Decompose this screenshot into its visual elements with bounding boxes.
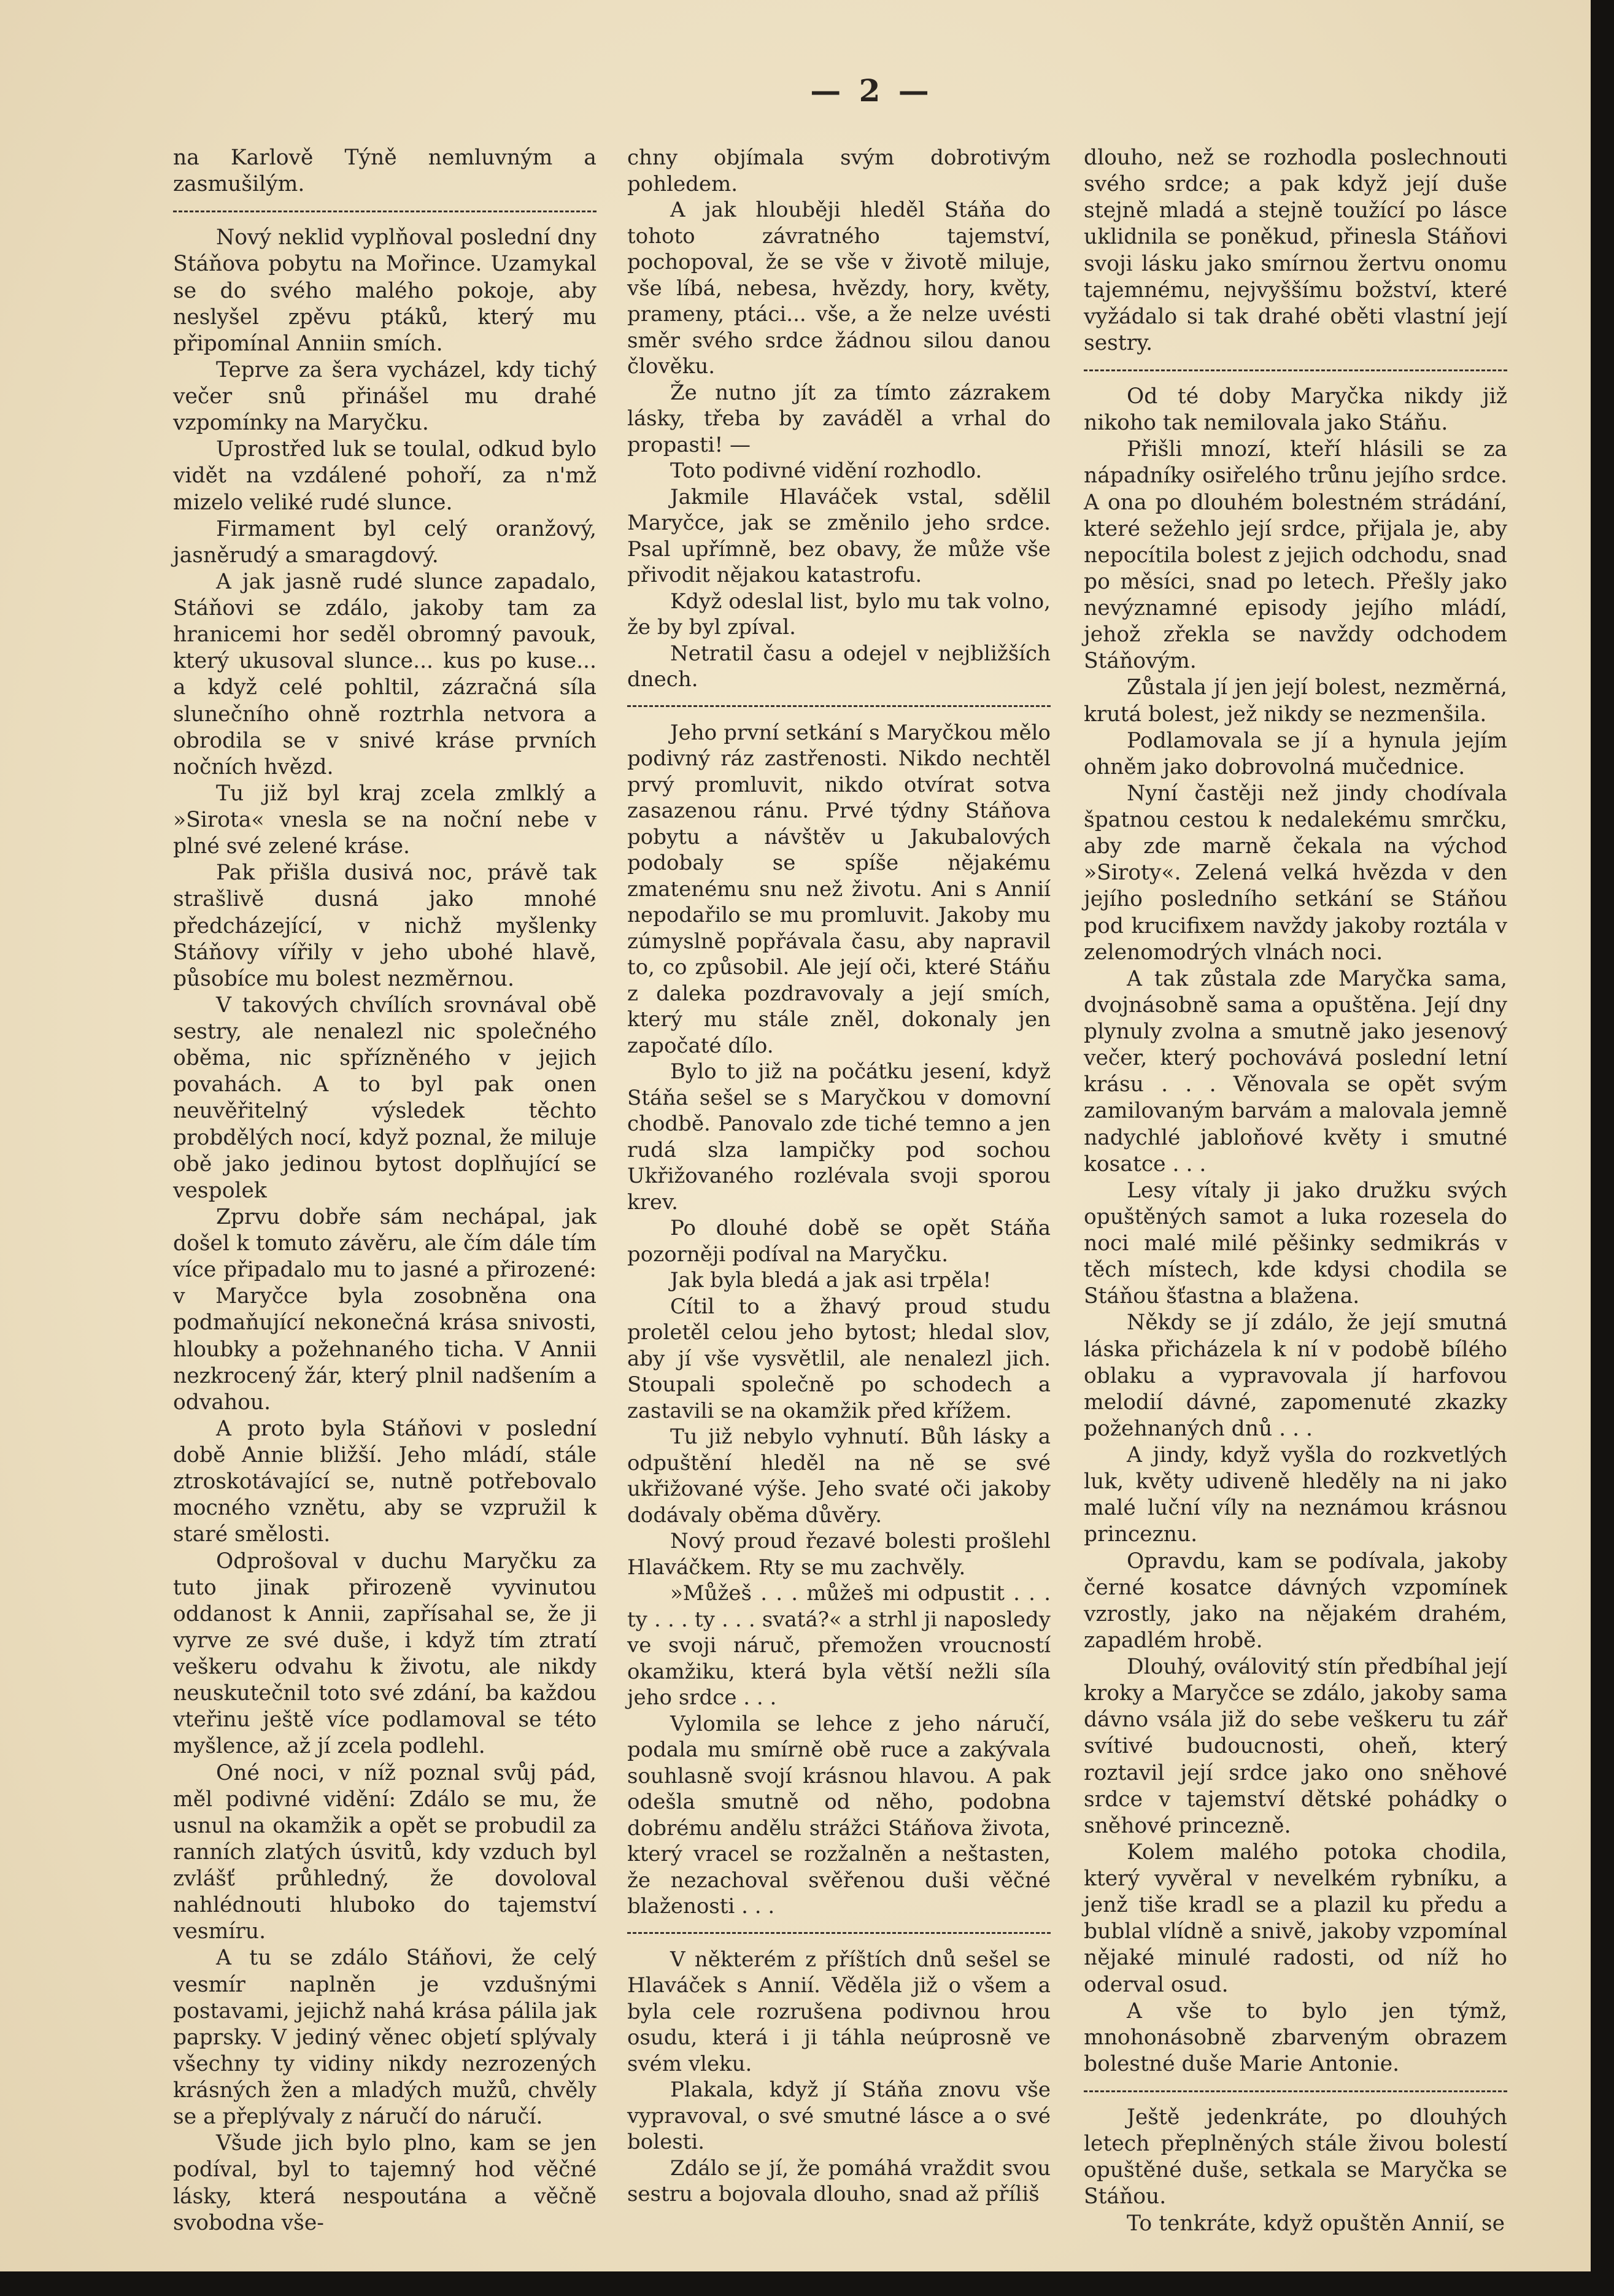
text-column-3 <box>1084 145 1507 2237</box>
section-separator <box>173 198 597 225</box>
section-separator <box>1084 357 1507 384</box>
scan-edge-bottom <box>0 2271 1614 2296</box>
text-column-2 <box>627 145 1051 2208</box>
paragraph: Toto podivné vidění rozhodlo. <box>670 458 983 483</box>
paragraph: na Karlově Týně nemluvným a zasmušilým. <box>173 145 597 197</box>
paragraph: A proto byla Stáňovi v poslední době Annie bližší. Jeho mládí, stále ztroskotávající se, nutně potřebovalo mocného vznětu, aby se vzpružil k staré smělosti. <box>173 1416 597 1547</box>
paragraph: Bylo to již na počátku jesení, když Stáňa sešel se s Maryčkou v domovní chodbě. Panovalo zde tiché temno a jen rudá slza lampičky pod sochou Ukřižovaného rozlévala svoji sporou krev. <box>627 1059 1051 1215</box>
paragraph: Nový proud řezavé bolesti prošlehl Hlaváčkem. Rty se mu zachvěly. <box>627 1529 1051 1580</box>
paragraph: A vše to bylo jen týmž, mnohonásobně zbarveným obrazem bolestné duše Marie Antonie. <box>1084 1998 1507 2076</box>
paragraph: dlouho, než se rozhodla poslechnouti svého srdce; a pak když její duše stejně mladá a stejně toužící po lásce uklidnila se poněkud, přinesla Stáňovi svoji lásku jako smírnou žertvu onomu tajemnému, nejvyššímu božství, které vyžádalo si tak drahé oběti vlastní její sestry. <box>1084 145 1507 355</box>
paragraph: Tu již byl kraj zcela zmlklý a »Sirota« vnesla se na noční nebe v plné své zelené kráse. <box>173 781 597 859</box>
section-separator <box>627 1920 1051 1947</box>
paragraph: Nový neklid vyplňoval poslední dny Stáňova pobytu na Mořince. Uzamykal se do svého malého pokoje, aby neslyšel zpěvu ptáků, který mu připomínal Anniin smích. <box>173 225 597 356</box>
paragraph: A jak jasně rudé slunce zapadalo, Stáňovi se zdálo, jakoby tam za hranicemi hor seděl obromný pavouk, který ukusoval slunce... kus po kuse... a když celé pohltil, zázračná síla slunečního ohně roztrhla netvora a obrodila se v snivé kráse prvních nočních hvězd. <box>173 569 597 779</box>
paragraph: chny objímala svým dobrotivým pohledem. <box>627 145 1051 196</box>
scan-edge-right <box>1591 0 1614 2296</box>
paragraph: Zprvu dobře sám nechápal, jak došel k tomuto závěru, ale čím dále tím více připadalo mu to jasné a přirozené: v Maryčce byla zosobněna ona podmaňující nekonečná krása snivosti, hloubky a požehnaného ticha. V Annii nezkrocený žár, který plnil nadšením a odvahou. <box>173 1204 597 1415</box>
paragraph: Lesy vítaly ji jako družku svých opuštěných samot a luka rozesela do noci malé milé pěšinky sedmikrás v těch místech, kde kdysi chodila se Stáňou šťastna a blažena. <box>1084 1178 1507 1309</box>
paragraph: Opravdu, kam se podívala, jakoby černé kosatce dávných vzpomínek vzrostly, jako na nějakém drahém, zapadlém hrobě. <box>1084 1548 1507 1653</box>
paragraph: Že nutno jít za tímto zázrakem lásky, třeba by zaváděl a vrhal do propasti! — <box>627 380 1051 457</box>
paragraph: Teprve za šera vycházel, kdy tichý večer snů přinášel mu drahé vzpomínky na Maryčku. <box>173 357 597 436</box>
paragraph: Jak byla bledá a jak asi trpěla! <box>670 1268 992 1293</box>
paragraph: Zdálo se jí, že pomáhá vraždit svou sestru a bojovala dlouho, snad až příliš <box>627 2155 1051 2206</box>
text-column-1 <box>173 145 597 2236</box>
paragraph: Uprostřed luk se toulal, odkud bylo vidět na vzdálené pohoří, za n'mž mizelo veliké rudé slunce. <box>173 437 597 515</box>
paragraph: Když odeslal list, bylo mu tak volno, že by byl zpíval. <box>627 589 1051 640</box>
page-number: — 2 — <box>810 72 933 109</box>
paragraph: A jak hlouběji hleděl Stáňa do tohoto závratného tajemství, pochopoval, že se vše v životě miluje, vše líbá, nebesa, hvězdy, hory, květy, prameny, ptáci... vše, a že nelze uvésti směr svého srdce žádnou silou danou člověku. <box>627 198 1051 379</box>
paragraph: Ještě jedenkráte, po dlouhých letech přeplněných stále živou bolestí opuštěné duše, setkala se Maryčka se Stáňou. <box>1084 2105 1507 2209</box>
paragraph: Tu již nebylo vyhnutí. Bůh lásky a odpuštění hleděl na ně se své ukřižované výše. Jeho svaté oči jakoby dodávaly oběma důvěry. <box>627 1424 1051 1528</box>
paragraph: A jindy, když vyšla do rozkvetlých luk, květy udiveně hleděly na ni jako malé luční víly na neznámou krásnou princeznu. <box>1084 1443 1507 1547</box>
paragraph: Pak přišla dusivá noc, právě tak strašlivě dusná jako mnohé předcházející, v nichž myšlenky Stáňovy vířily v jeho ubohé hlavě, působíce mu bolest nezměrnou. <box>173 860 597 991</box>
paragraph: »Můžeš . . . můžeš mi odpustit . . . ty . . . ty . . . svatá?« a strhl ji naposledy ve svoji náruč, přemožen vroucností okamžiku, která byla větší nežli síla jeho srdce . . . <box>627 1581 1051 1710</box>
paragraph: Od té doby Maryčka nikdy již nikoho tak nemilovala jako Stáňu. <box>1084 384 1507 436</box>
paragraph: To tenkráte, když opuštěn Annií, se <box>1127 2211 1505 2236</box>
paragraph: Oné noci, v níž poznal svůj pád, měl podivné vidění: Zdálo se mu, že usnul na okamžik a opět se probudil za ranních zlatých úsvitů, kdy vzduch byl zvlášť průhledný, že dovoloval nahlédnouti hluboko do tajemství vesmíru. <box>173 1760 597 1944</box>
paragraph: Jakmile Hlaváček vstal, sdělil Maryčce, jak se změnilo jeho srdce. Psal upřímně, bez obavy, že může vše přivodit nějakou katastrofu. <box>627 484 1051 587</box>
paragraph: Plakala, když jí Stáňa znovu vše vypravoval, o své smutné lásce a o své bolesti. <box>627 2078 1051 2154</box>
paragraph: Odprošoval v duchu Maryčku za tuto jinak přirozeně vyvinutou oddanost k Annii, zapřísahal se, že ji vyrve ze své duše, i když tím ztratí veškeru odvahu k životu, ale nikdy neuskutečnil toto své zdání, ba každou vteřinu ještě více podlamoval se této myšlence, až jí zcela podlehl. <box>173 1548 597 1759</box>
paragraph: Vylomila se lehce z jeho náručí, podala mu smírně obě ruce a zakývala souhlasně svojí krásnou hlavou. A pak odešla smutně od něho, podobna dobrému andělu strážci Stáňova života, který vracel se rozžalněn a neštasten, že nezachoval svěřenou duši věčné blaženosti . . . <box>627 1711 1051 1919</box>
paragraph: Někdy se jí zdálo, že její smutná láska přicházela k ní v podobě bílého oblaku a vypravovala jí harfovou melodií dávné, zapomenuté zkazky požehnaných dnů . . . <box>1084 1310 1507 1441</box>
paragraph: Firmament byl celý oranžový, jasněrudý a smaragdový. <box>173 516 597 568</box>
paragraph: V některém z příštích dnů sešel se Hlaváček s Annií. Věděla již o všem a byla cele rozrušena podivnou hrou osudu, která i ji táhla neúprosně ve svém vleku. <box>627 1947 1051 2076</box>
paragraph: Podlamovala se jí a hynula jejím ohněm jako dobrovolná mučednice. <box>1084 728 1507 779</box>
paragraph: A tu se zdálo Stáňovi, že celý vesmír naplněn je vzdušnými postavami, jejichž nahá krása pálila jak paprsky. V jediný věnec objetí splývaly všechny ty vidiny nikdy nezrozených krásných žen a mladých mužů, chvěly se a přeplývaly z náručí do náručí. <box>173 1946 597 2130</box>
paragraph: Po dlouhé době se opět Stáňa pozorněji podíval na Maryčku. <box>627 1216 1051 1267</box>
paragraph: Nyní častěji než jindy chodívala špatnou cestou k nedalekému smrčku, aby zde marně čekala na východ »Siroty«. Zelená velká hvězda v den jejího posledního setkání se Stáňou pod krucifixem navždy jakoby roztála v zelenomodrých vlnách noci. <box>1084 781 1507 965</box>
paragraph: Netratil času a odejel v nejbližších dnech. <box>627 641 1051 692</box>
paragraph: Cítil to a žhavý proud studu proletěl celou jeho bytost; hledal slov, aby jí vše vysvětlil, ale nenalezl jich. Stoupali společně po schodech a zastavili se na okamžik před křížem. <box>627 1294 1051 1423</box>
paragraph: Přišli mnozí, kteří hlásili se za nápadníky osiřelého trůnu jejího srdce. A ona po dlouhém bolestném strádání, které sežehlo její srdce, přijala je, aby nepocítila bolest z jejich odchodu, snad po měsíci, snad po letech. Přešly jako nevýznamné episody jejího mládí, jehož zřekla se navždy odchodem Stáňovým. <box>1084 437 1507 674</box>
paragraph: V takových chvílích srovnával obě sestry, ale nenalezl nic společného oběma, nic spřízněného v jejich povahách. A to byl pak onen neuvěřitelný výsledek těchto probdělých nocí, když poznal, že miluje obě jako jedinou bytost doplňující se vespolek <box>173 992 597 1203</box>
paragraph: Jeho první setkání s Maryčkou mělo podivný ráz zastřenosti. Nikdo nechtěl prvý promluvit, nikdo otvírat sotva zasazenou ránu. Prvé týdny Stáňova pobytu a návštěv u Jakubalových podobaly se spíše nějakému zmatenému snu než životu. Ani s Annií nepodařilo se mu promluvit. Jakoby mu zúmyslně popřávala času, aby napravil to, co způsobil. Ale její oči, které Stáňu z daleka pozdravovaly a její smích, který mu stále zněl, dokonaly jen započaté dílo. <box>627 720 1051 1058</box>
section-separator <box>1084 2078 1507 2105</box>
paragraph: Kolem malého potoka chodila, který vyvěral v nevelkém rybníku, a jenž tiše kradl se a plazil ku předu a bublal vlídně a snivě, jakoby vzpomínal nějaké minulé radosti, od níž ho oderval osud. <box>1084 1839 1507 1997</box>
paragraph: Dlouhý, oválovitý stín předbíhal její kroky a Maryčce se zdálo, jakoby sama dávno vsála již do sebe veškeru tu zář svítivé budoucnosti, oheň, který roztavil její srdce jako ono sněhové srdce v tajemství dětské pohádky o sněhové princezně. <box>1084 1655 1507 1838</box>
section-separator <box>627 693 1051 720</box>
paragraph: Všude jich bylo plno, kam se jen podíval, byl to tajemný hod věčné lásky, která nespoutána a věčně svobodna vše- <box>173 2131 597 2235</box>
paragraph: A tak zůstala zde Maryčka sama, dvojnásobně sama a opuštěna. Její dny plynuly zvolna a smutně jako jesenový večer, který pochovává poslední letní krásu . . . Věnovala se opět svým zamilovaným barvám a malovala jemně nadychlé jabloňové květy i smutné kosatce . . . <box>1084 966 1507 1177</box>
paragraph: Zůstala jí jen její bolest, nezměrná, krutá bolest, jež nikdy se nezmenšila. <box>1084 675 1507 727</box>
